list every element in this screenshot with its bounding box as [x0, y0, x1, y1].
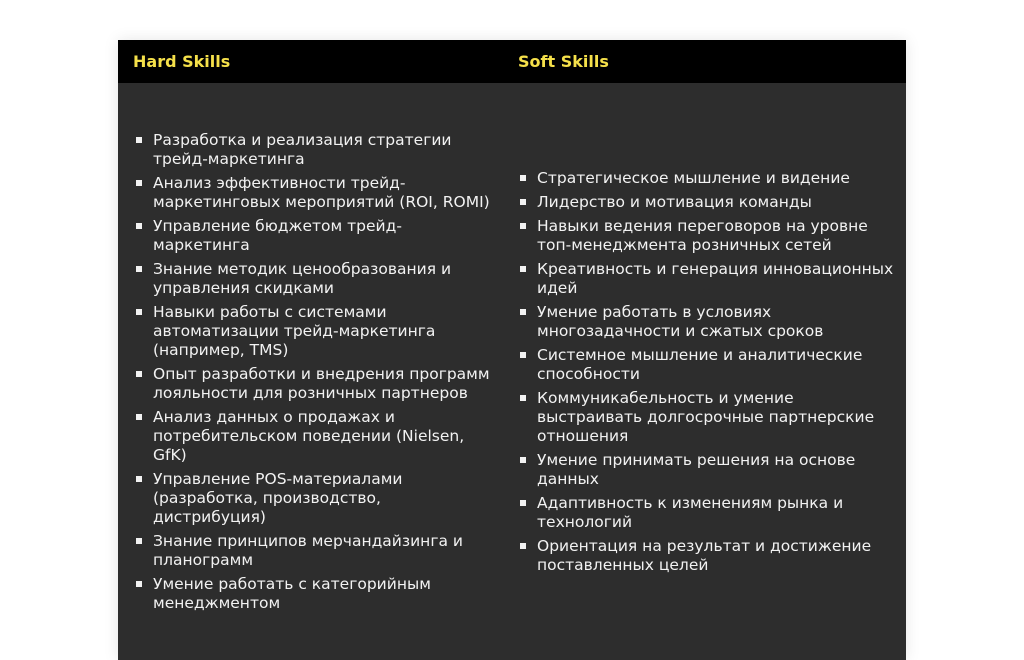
table-header — [118, 40, 906, 83]
hard-skills-column — [118, 83, 502, 660]
list-item: Анализ эффективности трейд-маркетинговых мероприятий (ROI, ROMI) — [134, 174, 494, 212]
list-item: Управление бюджетом трейд-маркетинга — [134, 217, 494, 255]
list-item: Адаптивность к изменениям рынка и технологий — [518, 494, 896, 532]
list-item: Опыт разработки и внедрения программ лояльности для розничных партнеров — [134, 365, 494, 403]
soft-skills-column — [502, 83, 906, 660]
list-item: Умение работать в условиях многозадачности и сжатых сроков — [518, 303, 896, 341]
list-item: Навыки ведения переговоров на уровне топ-менеджмента розничных сетей — [518, 217, 896, 255]
list-item: Системное мышление и аналитические способности — [518, 346, 896, 384]
list-item: Умение принимать решения на основе данных — [518, 451, 896, 489]
list-item: Знание принципов мерчандайзинга и планограмм — [134, 532, 494, 570]
soft-skills-list — [518, 169, 896, 575]
list-item: Разработка и реализация стратегии трейд-маркетинга — [134, 131, 494, 169]
skills-table — [118, 40, 906, 660]
list-item: Лидерство и мотивация команды — [518, 193, 896, 212]
list-item: Знание методик ценообразования и управления скидками — [134, 260, 494, 298]
list-item: Креативность и генерация инновационных идей — [518, 260, 896, 298]
list-item: Коммуникабельность и умение выстраивать долгосрочные партнерские отношения — [518, 389, 896, 446]
list-item: Управление POS-материалами (разработка, производство, дистрибуция) — [134, 470, 494, 527]
list-item: Навыки работы с системами автоматизации трейд-маркетинга (например, TMS) — [134, 303, 494, 360]
list-item: Анализ данных о продажах и потребительском поведении (Nielsen, GfK) — [134, 408, 494, 465]
table-body — [118, 83, 906, 660]
list-item: Умение работать с категорийным менеджментом — [134, 575, 494, 613]
hard-skills-heading: Hard Skills — [133, 52, 231, 71]
hard-skills-list — [134, 131, 494, 613]
soft-skills-heading: Soft Skills — [518, 52, 609, 71]
list-item: Стратегическое мышление и видение — [518, 169, 896, 188]
list-item: Ориентация на результат и достижение поставленных целей — [518, 537, 896, 575]
